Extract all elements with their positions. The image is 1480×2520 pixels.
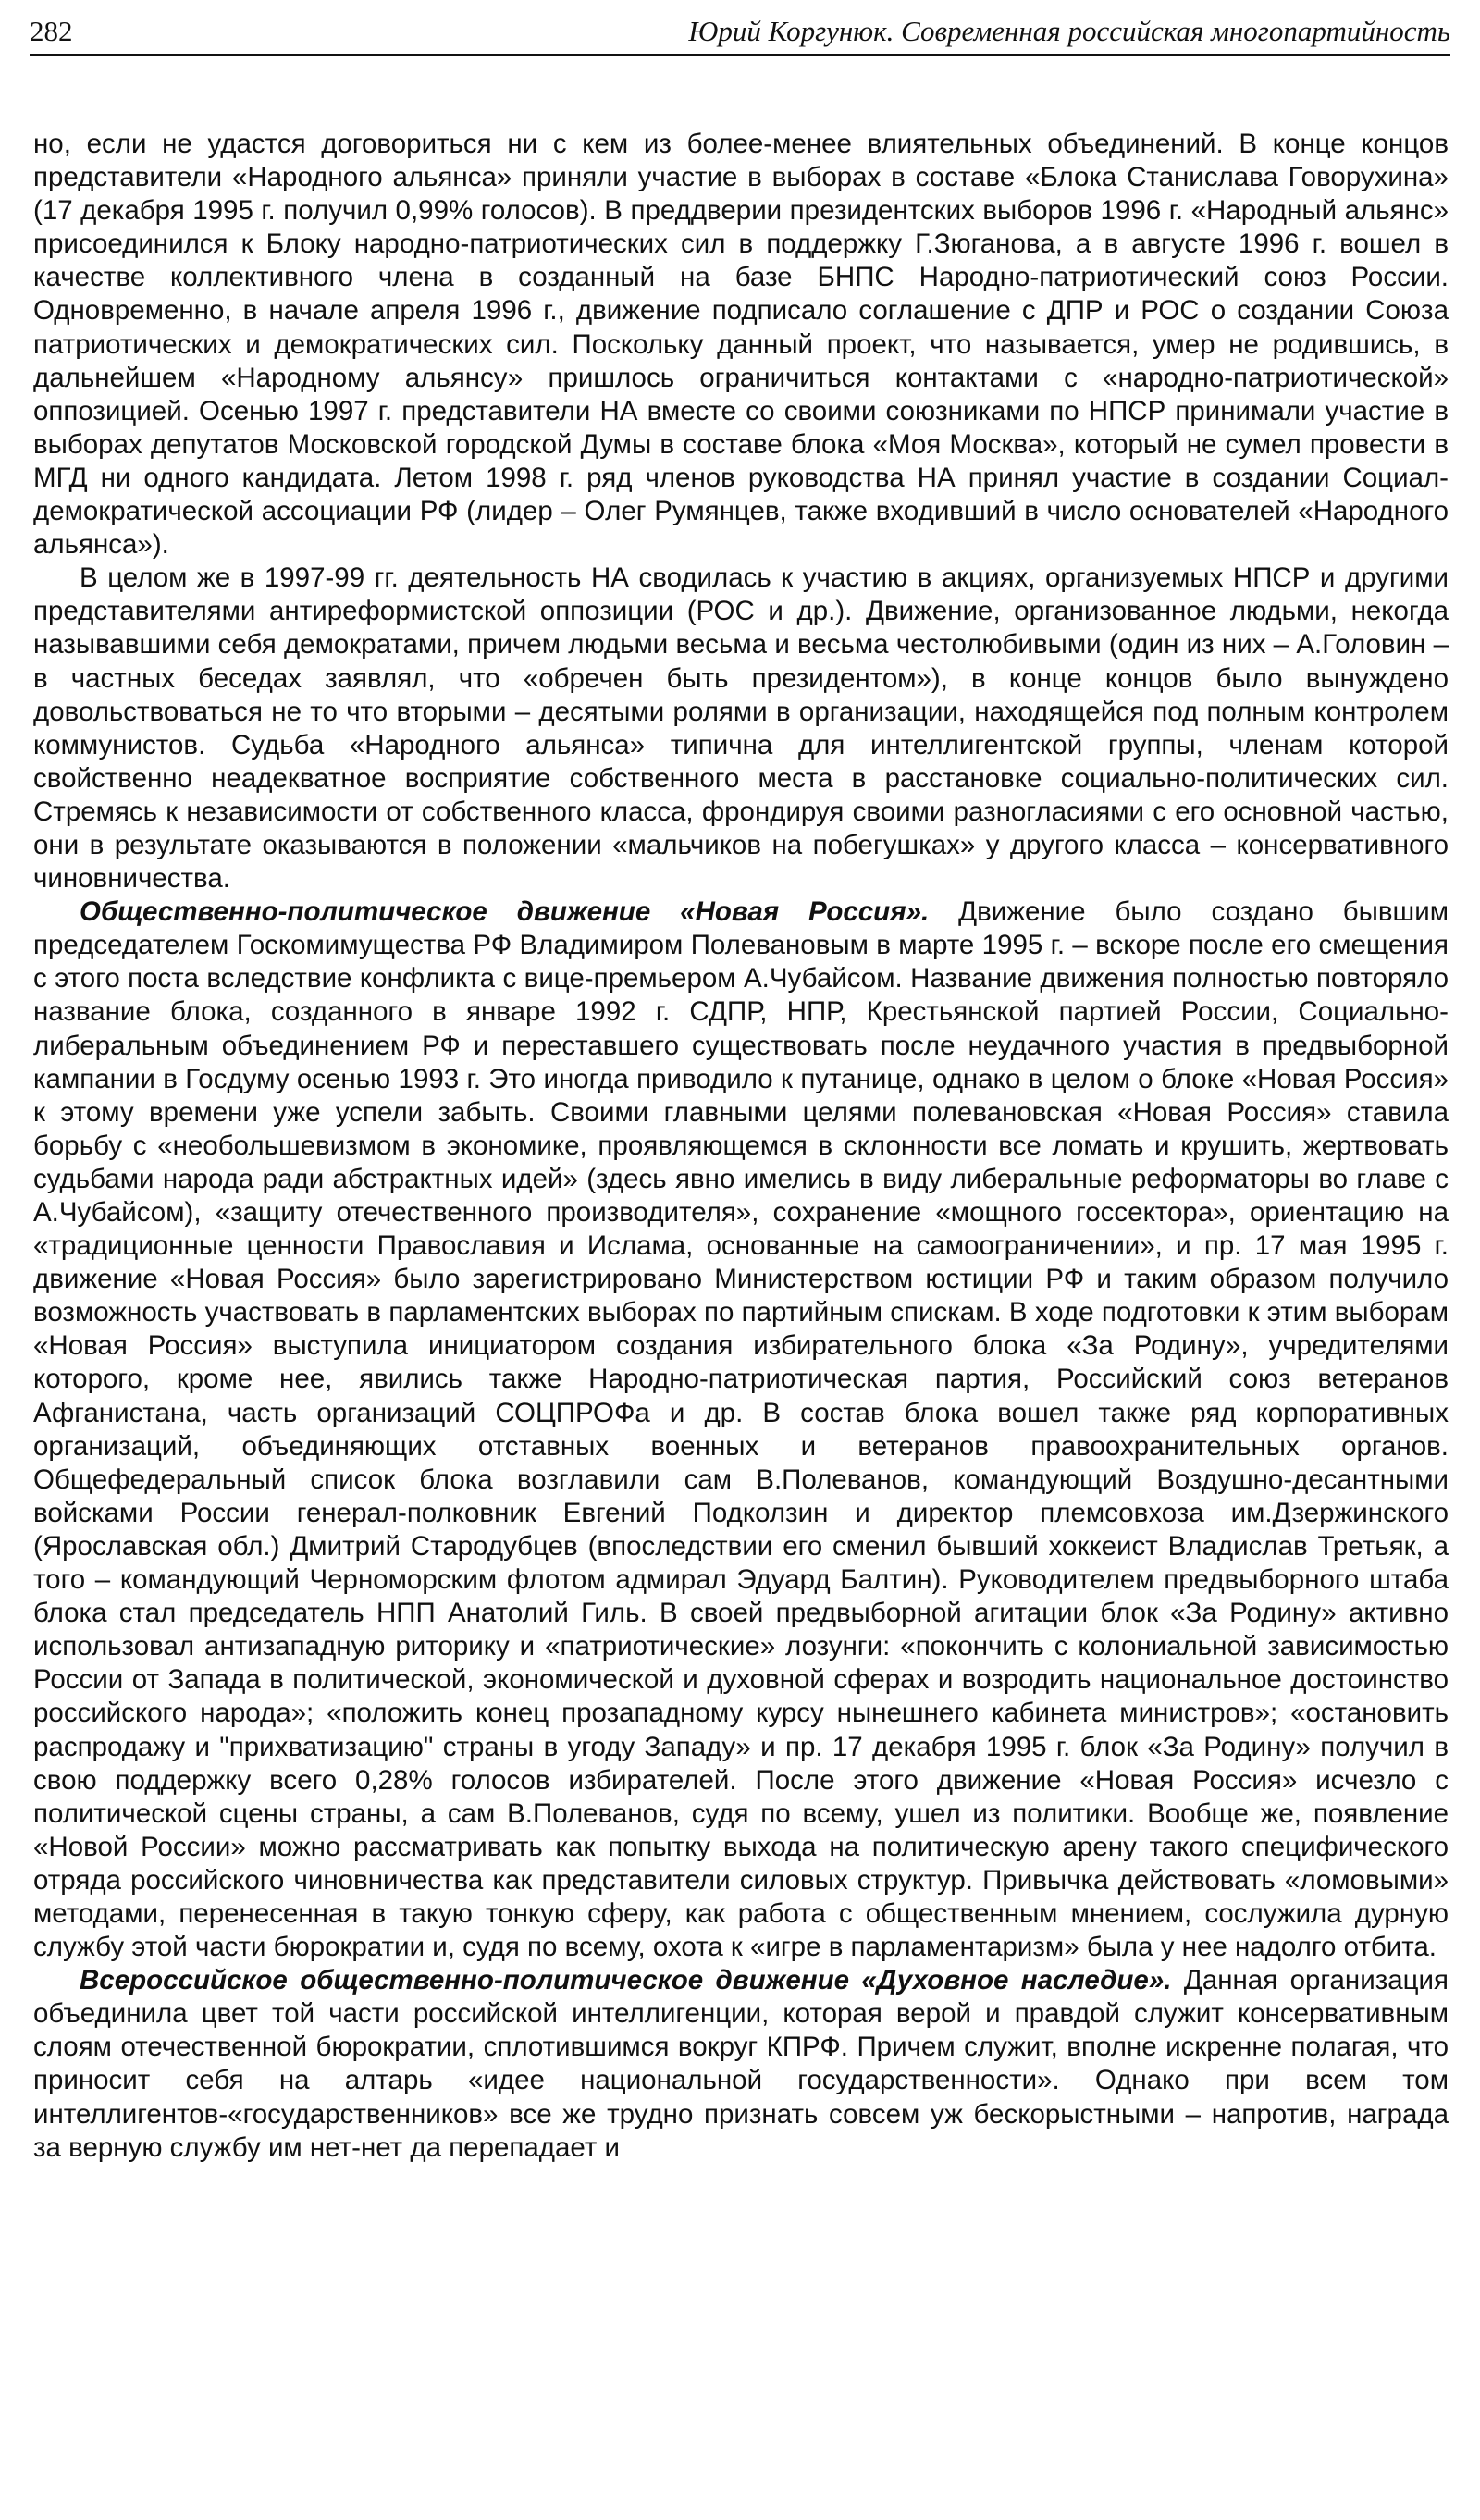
paragraph-2-text: В целом же в 1997-99 гг. деятельность НА сводилась к участию в акциях, организуемых НПСР и другими представителями антиреформистской оппозиции (РОС и др.). Движение, организованное людьми, некогда называвшими себя демократами, причем людьми весьма и весьма честолюбивыми (один из них – А.Головин – в частных беседах заявлял, что «обречен быть президентом»), в конце концов было вынуждено довольствоваться не то что вторыми – десятыми ролями в организации, находящейся под полным контролем коммунистов. Судьба «Народного альянса» типична для интеллигентской группы, членам которой свойственно неадекватное восприятие собственного места в расстановке социально-политических сил. Стремясь к независимости от собственного класса, фрондируя своими разногласиями с его основной частью, они в результате оказываются в положении «мальчиков на побегушках» у другого класса – консервативного чиновничества.: [33, 562, 1449, 895]
paragraph-3-text: Движение было создано бывшим председателем Госкомимущества РФ Владимиром Полевановым в марте 1995 г. – вскоре после его смещения с этого поста вследствие конфликта с вице-премьером А.Чубайсом. Название движения полностью повторяло название блока, созданного в январе 1992 г. СДПР, НПР, Крестьянской партией России, Социально-либеральным объединением РФ и переставшего существовать после неудачного участия в предвыборной кампании в Госдуму осенью 1993 г. Это иногда приводило к путанице, однако в целом о блоке «Новая Россия» к этому времени уже успели забыть. Своими главными целями полевановская «Новая Россия» ставила борьбу с «необольшевизмом в экономике, проявляющемся в склонности все ломать и крушить, жертвовать судьбами народа ради абстрактных идей» (здесь явно имелись в виду либеральные реформаторы во главе с А.Чубайсом), «защиту отечественного производителя», сохранение «мощного госсектора», ориентацию на «традиционные ценности Православия и Ислама, основанные на самоограничении», и пр. 17 мая 1995 г. движение «Новая Россия» было зарегистрировано Министерством юстиции РФ и таким образом получило возможность участвовать в парламентских выборах по партийным спискам. В ходе подготовки к этим выборам «Новая Россия» выступила инициатором создания избирательного блока «За Родину», учредителями которого, кроме нее, явились также Народно-патриотическая партия, Российский союз ветеранов Афганистана, часть организаций СОЦПРОФа и др. В состав блока вошел также ряд корпоративных организаций, объединяющих отставных военных и ветеранов правоохранительных органов. Общефедеральный список блока возглавили сам В.Полеванов, командующий Воздушно-десантными войсками России генерал-полковник Евгений Подколзин и директор племсовхоза им.Дзержинского (Ярославская обл.) Дмитрий Стародубцев (впоследствии его сменил бывший хоккеист Владислав Третьяк, а того – командующий Черноморским флотом адмирал Эдуард Балтин). Руководителем предвыборного штаба блока стал председатель НПП Анатолий Гиль. В своей предвыборной агитации блок «За Родину» активно использовал антизападную риторику и «патриотические» лозунги: «покончить с колониальной зависимостью России от Запада в политической, экономической и духовной сферах и возродить национальное достоинство российского народа»; «положить конец прозападному курсу нынешнего кабинета министров»; «остановить распродажу и "прихватизацию" страны в угоду Западу» и пр. 17 декабря 1995 г. блок «За Родину» получил в свою поддержку всего 0,28% голосов избирателей. После этого движение «Новая Россия» исчезло с политической сцены страны, а сам В.Полеванов, судя по всему, ушел из политики. Вообще же, появление «Новой России» можно рассматривать как попытку выхода на политическую арену такого специфического отряда российского чиновничества как представители силовых структур. Привычка действовать «ломовыми» методами, перенесенная в такую тонкую сферу, как работа с общественным мнением, сослужила дурную службу этой части бюрократии и, судя по всему, охота к «игре в парламентаризм» была у нее надолго отбита.: [33, 896, 1449, 1963]
running-title: Юрий Коргунюк. Современная российская многопартийность: [688, 15, 1450, 47]
paragraph-4: [33, 1964, 1449, 2165]
paragraph-1-text: но, если не удастся договориться ни с кем из более-менее влиятельных объединений. В конце концов представители «Народного альянса» приняли участие в выборах в составе «Блока Станислава Говорухина» (17 декабря 1995 г. получил 0,99% голосов). В преддверии президентских выборов 1996 г. «Народный альянс» присоединился к Блоку народно-патриотических сил в поддержку Г.Зюганова, а в августе 1996 г. вошел в качестве коллективного члена в созданный на базе БНПС Народно-патриотический союз России. Одновременно, в начале апреля 1996 г., движение подписало соглашение с ДПР и РОС о создании Союза патриотических и демократических сил. Поскольку данный проект, что называется, умер не родившись, в дальнейшем «Народному альянсу» пришлось ограничиться контактами с «народно-патриотической» оппозицией. Осенью 1997 г. представители НА вместе со своими союзниками по НПСР принимали участие в выборах депутатов Московской городской Думы в составе блока «Моя Москва», который не сумел провести в МГД ни одного кандидата. Летом 1998 г. ряд членов руководства НА принял участие в создании Социал-демократической ассоциации РФ (лидер – Олег Румянцев, также входивший в число основателей «Народного альянса»).: [33, 129, 1449, 561]
paragraph-2: [33, 562, 1449, 896]
document-page: [30, 0, 1450, 2520]
paragraph-3: [33, 896, 1449, 1964]
paragraph-1: [33, 128, 1449, 562]
body-text: [33, 128, 1449, 2165]
section-heading-novaya-rossiya: Общественно-политическое движение «Новая Россия».: [80, 896, 930, 928]
page-header: [30, 13, 1450, 56]
section-heading-dukhovnoe-nasledie: Всероссийское общественно-политическое движение «Духовное наследие».: [80, 1965, 1172, 1996]
page-number: 282: [30, 15, 73, 47]
paragraph-4-text: Данная организация объединила цвет той части российской интеллигенции, которая верой и правдой служит консервативным слоям отечественной бюрократии, сплотившимся вокруг КПРФ. Причем служит, вполне искренне полагая, что приносит себя на алтарь «идее национальной государственности». Однако при всем том интеллигентов-«государственников» все же трудно признать совсем уж бескорыстными – напротив, награда за верную службу им нет-нет да перепадает и: [33, 1965, 1449, 2163]
